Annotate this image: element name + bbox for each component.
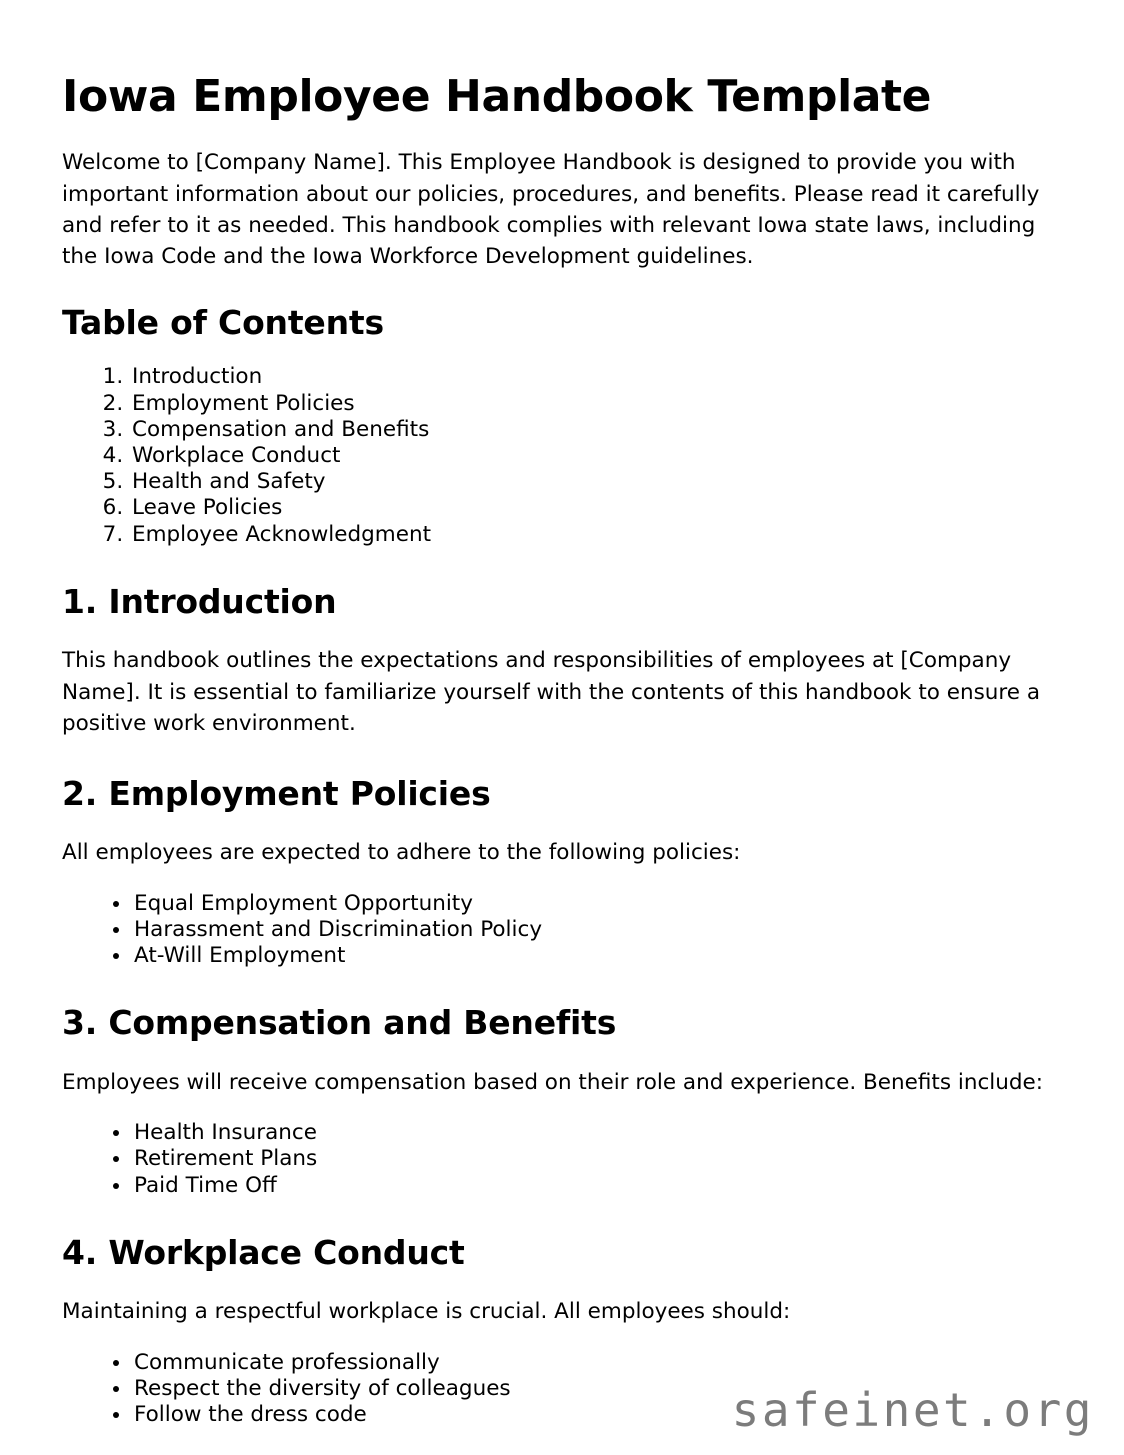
list-item[interactable]: 4. Workplace Conduct xyxy=(130,443,1062,469)
section-employment-policies xyxy=(62,740,1062,970)
table-of-contents-heading: Table of Contents xyxy=(62,302,384,342)
list-item: • Respect the diversity of colleagues xyxy=(132,1376,1062,1402)
section-compensation-and-benefits xyxy=(62,969,1062,1199)
list-item: • Retirement Plans xyxy=(132,1146,1062,1172)
table-of-contents-list xyxy=(62,342,1062,548)
section-body: Maintaining a respectful workplace is crucial. All employees should: xyxy=(62,1299,791,1325)
list-item[interactable]: 5. Health and Safety xyxy=(130,469,1062,495)
list-item: • At-Will Employment xyxy=(132,943,1062,969)
list-item[interactable]: 7. Employee Acknowledgment xyxy=(130,522,1062,548)
list-item[interactable]: 1. Introduction xyxy=(130,364,1062,390)
section-bullet-list xyxy=(62,1098,1062,1199)
section-bullet-list xyxy=(62,869,1062,970)
list-item: • Communicate professionally xyxy=(132,1350,1062,1376)
intro-paragraph: Welcome to [Company Name]. This Employee Handbook is designed to provide you with important information about our policies, procedures, and benefits. Please read it carefully and refer to it as needed. This handbook complies with relevant Iowa state laws, including the Iowa Code and the Iowa Workforce Development guidelines. xyxy=(62,150,1040,270)
list-item: • Equal Employment Opportunity xyxy=(132,891,1062,917)
section-heading: 3. Compensation and Benefits xyxy=(62,1003,617,1043)
section-introduction xyxy=(62,548,1062,740)
section-heading: 1. Introduction xyxy=(62,581,337,621)
section-body: All employees are expected to adhere to the following policies: xyxy=(62,840,741,866)
list-item: • Health Insurance xyxy=(132,1120,1062,1146)
list-item[interactable]: 3. Compensation and Benefits xyxy=(130,417,1062,443)
section-body: This handbook outlines the expectations and responsibilities of employees at [Company Name]. It is essential to familiarize yourself with the contents of this handbook to ensure a positive work environment. xyxy=(62,648,1041,737)
watermark: safeinet.org xyxy=(731,1383,1094,1437)
list-item[interactable]: 2. Employment Policies xyxy=(130,391,1062,417)
list-item: • Follow the dress code xyxy=(132,1402,1062,1428)
section-body: Employees will receive compensation based on their role and experience. Benefits include: xyxy=(62,1069,1044,1095)
list-item[interactable]: 6. Leave Policies xyxy=(130,495,1062,521)
list-item: • Harassment and Discrimination Policy xyxy=(132,917,1062,943)
page-title: Iowa Employee Handbook Template xyxy=(62,71,932,122)
section-heading: 4. Workplace Conduct xyxy=(62,1232,465,1272)
list-item: • Paid Time Off xyxy=(132,1173,1062,1199)
section-heading: 2. Employment Policies xyxy=(62,773,491,813)
